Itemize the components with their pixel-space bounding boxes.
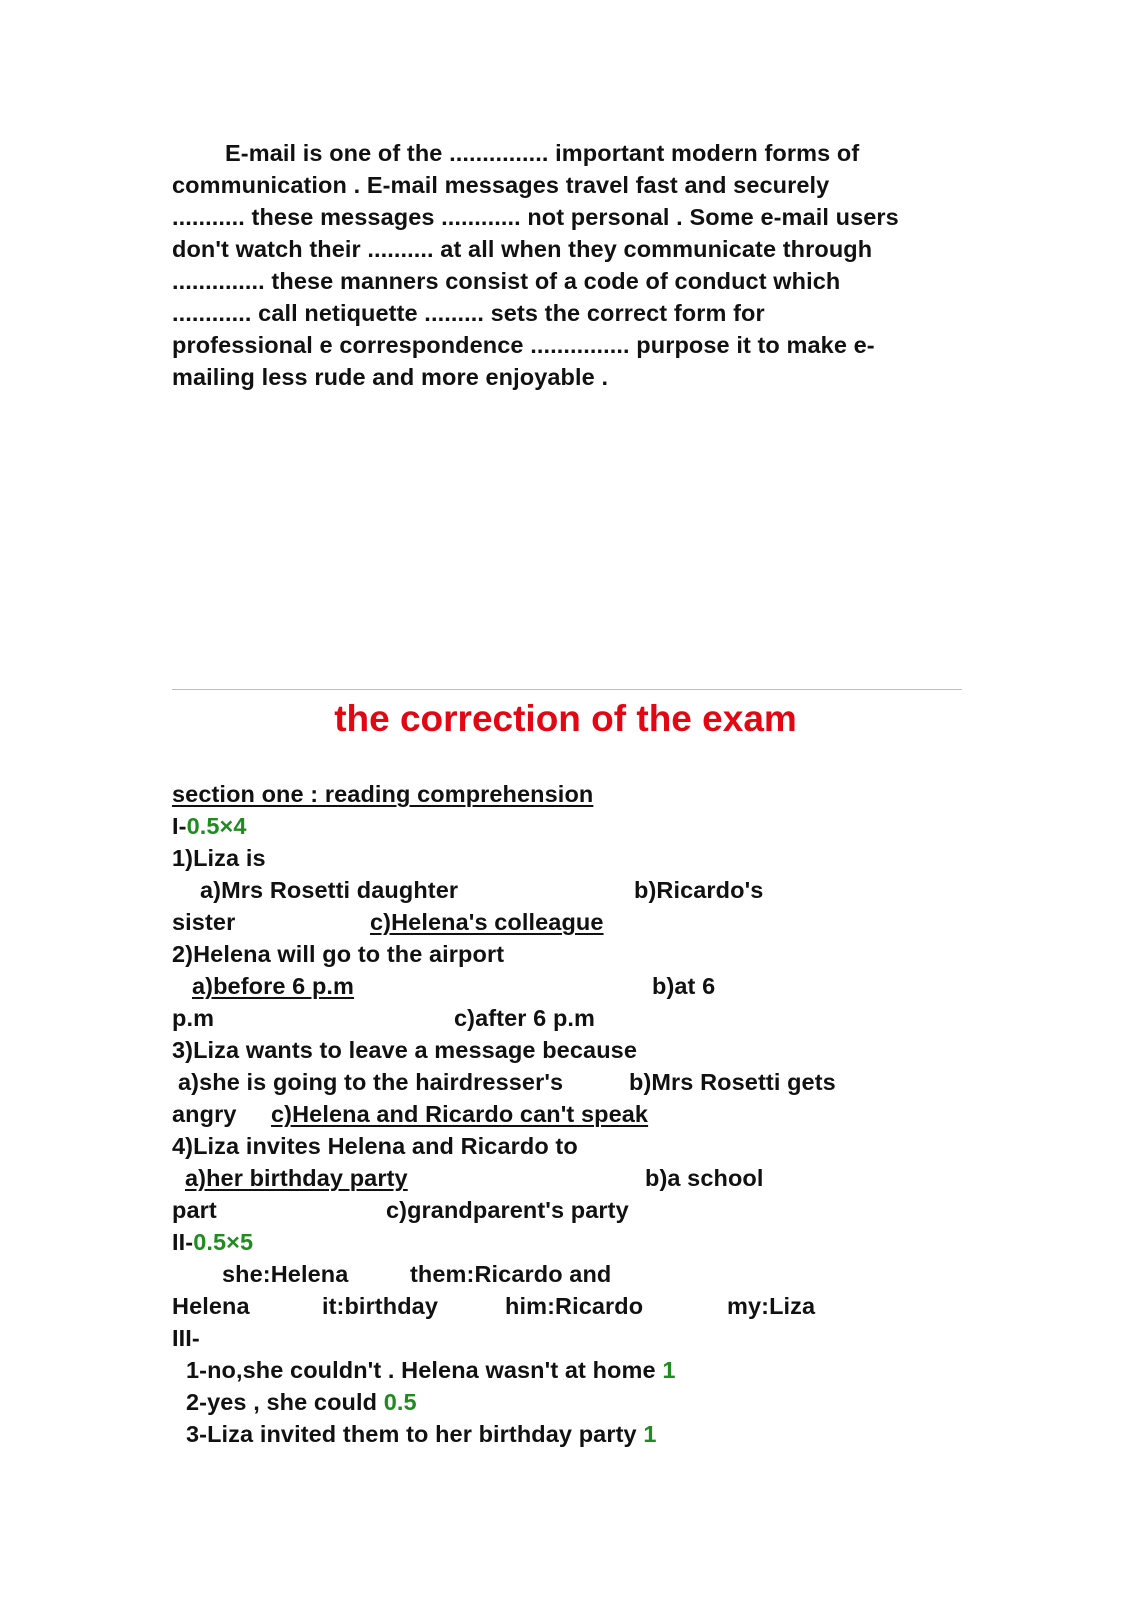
passage-line-7: professional e correspondence ............... purpose it to make e-: [172, 332, 875, 358]
q2-option-b-cont: p.m: [172, 1005, 215, 1031]
part3-answer-1-text: 1-no,she couldn't . Helena wasn't at home: [186, 1357, 663, 1383]
q1-option-a: a)Mrs Rosetti daughter: [200, 877, 459, 903]
q3-stem: 3)Liza wants to leave a message because: [172, 1037, 637, 1063]
q4-option-b: b)a school: [645, 1165, 764, 1191]
part2-header: [172, 1227, 253, 1258]
horizontal-divider: [172, 689, 962, 690]
part3-answer-2: [186, 1387, 417, 1418]
q4-option-c: c)grandparent's party: [386, 1197, 629, 1223]
section-heading: section one : reading comprehension: [172, 781, 594, 807]
part3-answer-3-text: 3-Liza invited them to her birthday party: [186, 1421, 644, 1447]
passage-line-8: mailing less rude and more enjoyable .: [172, 364, 609, 390]
part2-my: my:Liza: [727, 1293, 816, 1319]
part2-them-cont: Helena: [172, 1293, 250, 1319]
q3-option-b: b)Mrs Rosetti gets: [629, 1069, 836, 1095]
q1-option-c-answer: c)Helena's colleague: [370, 909, 604, 935]
part3-answer-2-text: 2-yes , she could: [186, 1389, 384, 1415]
q2-option-c: c)after 6 p.m: [454, 1005, 596, 1031]
part1-score: 0.5×4: [186, 813, 247, 839]
q4-option-a-answer: a)her birthday party: [185, 1165, 408, 1191]
passage-line-2: communication . E-mail messages travel fast and securely: [172, 172, 830, 198]
q1-stem: 1)Liza is: [172, 845, 266, 871]
part3-answer-3-score: 1: [643, 1421, 657, 1447]
part1-label: I-: [172, 813, 187, 839]
part2-score: 0.5×5: [193, 1229, 254, 1255]
q1-option-b-cont: sister: [172, 909, 236, 935]
q2-option-a-answer: a)before 6 p.m: [192, 973, 355, 999]
part1-header: [172, 811, 247, 842]
part3-answer-1-score: 1: [662, 1357, 676, 1383]
q1-option-b: b)Ricardo's: [634, 877, 764, 903]
q3-option-b-cont: angry: [172, 1101, 237, 1127]
part3-label: III-: [172, 1325, 200, 1351]
correction-title: the correction of the exam: [334, 698, 797, 739]
part2-it: it:birthday: [322, 1293, 438, 1319]
passage-line-4: don't watch their .......... at all when they communicate through: [172, 236, 873, 262]
part3-answer-3: [186, 1419, 656, 1450]
part2-them: them:Ricardo and: [410, 1261, 612, 1287]
part2-label: II-: [172, 1229, 194, 1255]
q3-option-a: a)she is going to the hairdresser's: [178, 1069, 564, 1095]
part2-she: she:Helena: [222, 1261, 349, 1287]
q4-stem: 4)Liza invites Helena and Ricardo to: [172, 1133, 578, 1159]
q3-option-c-answer: c)Helena and Ricardo can't speak: [271, 1101, 649, 1127]
passage-line-1: E-mail is one of the ............... important modern forms of: [172, 140, 860, 166]
q2-stem: 2)Helena will go to the airport: [172, 941, 505, 967]
passage-line-3: ........... these messages ............ not personal . Some e-mail users: [172, 204, 899, 230]
passage-line-6: ............ call netiquette ......... sets the correct form for: [172, 300, 765, 326]
part2-him: him:Ricardo: [505, 1293, 644, 1319]
passage-line-5: .............. these manners consist of a code of conduct which: [172, 268, 841, 294]
part3-answer-1: [186, 1355, 675, 1386]
q2-option-b: b)at 6: [652, 973, 716, 999]
q4-option-b-cont: part: [172, 1197, 217, 1223]
part3-answer-2-score: 0.5: [383, 1389, 417, 1415]
